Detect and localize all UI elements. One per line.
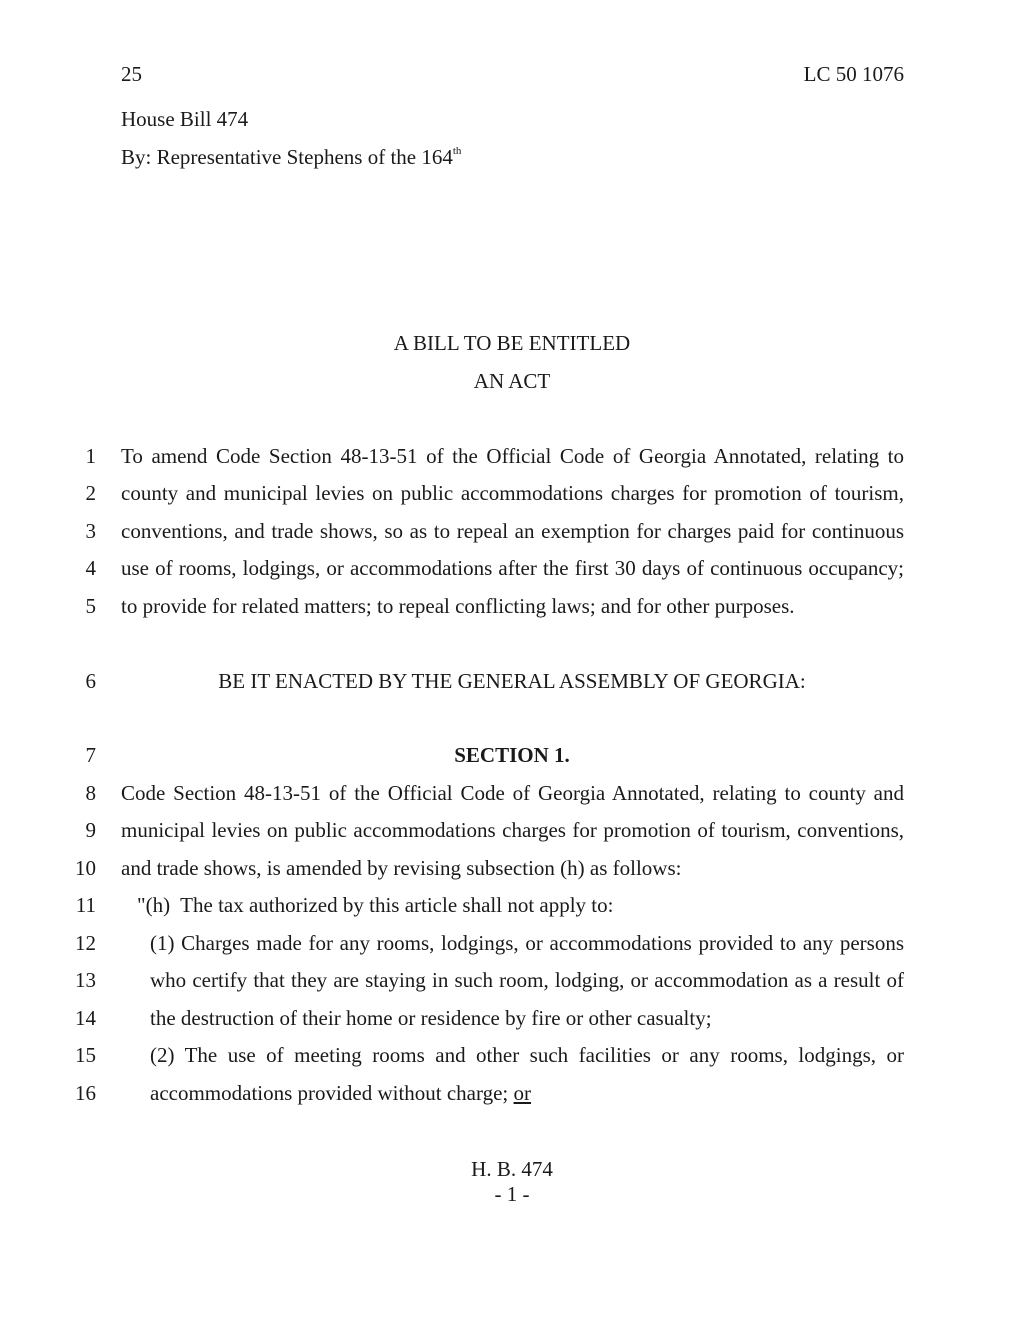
subsection-h: "(h) The tax authorized by this article shall not apply to:: [137, 893, 614, 917]
line-number: 3: [85, 519, 96, 543]
body-line: conventions, and trade shows, so as to repeal an exemption for charges paid for continuous: [121, 519, 904, 543]
line-number: 13: [75, 968, 96, 992]
bill-title: House Bill 474: [121, 107, 249, 131]
paragraph-1-line: (1) Charges made for any rooms, lodgings, or accommodations provided to any persons: [150, 931, 904, 955]
line-number: 14: [75, 1006, 96, 1030]
lc-number: LC 50 1076: [803, 62, 904, 86]
sponsor-text: By: Representative Stephens of the 164: [121, 145, 453, 169]
body-line: municipal levies on public accommodations charges for promotion of tourism, conventions,: [121, 818, 904, 842]
line-number: 11: [75, 893, 96, 917]
line-number: 10: [75, 856, 96, 880]
enacting-clause: BE IT ENACTED BY THE GENERAL ASSEMBLY OF GEORGIA:: [218, 669, 806, 693]
sponsor-line: [121, 144, 461, 170]
paragraph-2-line: [150, 1080, 904, 1106]
an-act-heading: AN ACT: [473, 369, 551, 393]
body-line: To amend Code Section 48-13-51 of the Official Code of Georgia Annotated, relating to: [121, 444, 904, 468]
line-number: 5: [85, 594, 96, 618]
body-line: and trade shows, is amended by revising subsection (h) as follows:: [121, 856, 682, 880]
sponsor-superscript: th: [452, 145, 462, 157]
line-number: 9: [85, 818, 96, 842]
body-line: county and municipal levies on public accommodations charges for promotion of tourism,: [121, 481, 904, 505]
body-line: use of rooms, lodgings, or accommodations after the first 30 days of continuous occupancy;: [121, 556, 904, 580]
line-number: 15: [75, 1043, 96, 1067]
page-code: 25: [121, 62, 142, 86]
line-number: 6: [85, 669, 96, 693]
inserted-text: or: [513, 1081, 532, 1105]
line-number: 4: [85, 556, 96, 580]
line-number: 12: [75, 931, 96, 955]
line-number: 16: [75, 1081, 96, 1105]
section-heading: SECTION 1.: [454, 743, 570, 767]
footer-bill-ref: H. B. 474: [471, 1157, 553, 1181]
paragraph-1-line: the destruction of their home or residence by fire or other casualty;: [150, 1006, 712, 1030]
paragraph-2-line: (2) The use of meeting rooms and other such facilities or any rooms, lodgings, or: [150, 1043, 904, 1067]
line-number: 2: [85, 481, 96, 505]
line-number: 8: [85, 781, 96, 805]
bill-to-be-entitled: A BILL TO BE ENTITLED: [393, 331, 631, 355]
body-line: Code Section 48-13-51 of the Official Code of Georgia Annotated, relating to county and: [121, 781, 904, 805]
line-number: 1: [85, 444, 96, 468]
line-number: 7: [85, 743, 96, 767]
paragraph-1-line: who certify that they are staying in such room, lodging, or accommodation as a result of: [150, 968, 904, 992]
footer-page-number: - 1 -: [494, 1182, 530, 1206]
body-line: to provide for related matters; to repeal conflicting laws; and for other purposes.: [121, 594, 795, 618]
paragraph-2-text: accommodations provided without charge;: [150, 1081, 509, 1105]
